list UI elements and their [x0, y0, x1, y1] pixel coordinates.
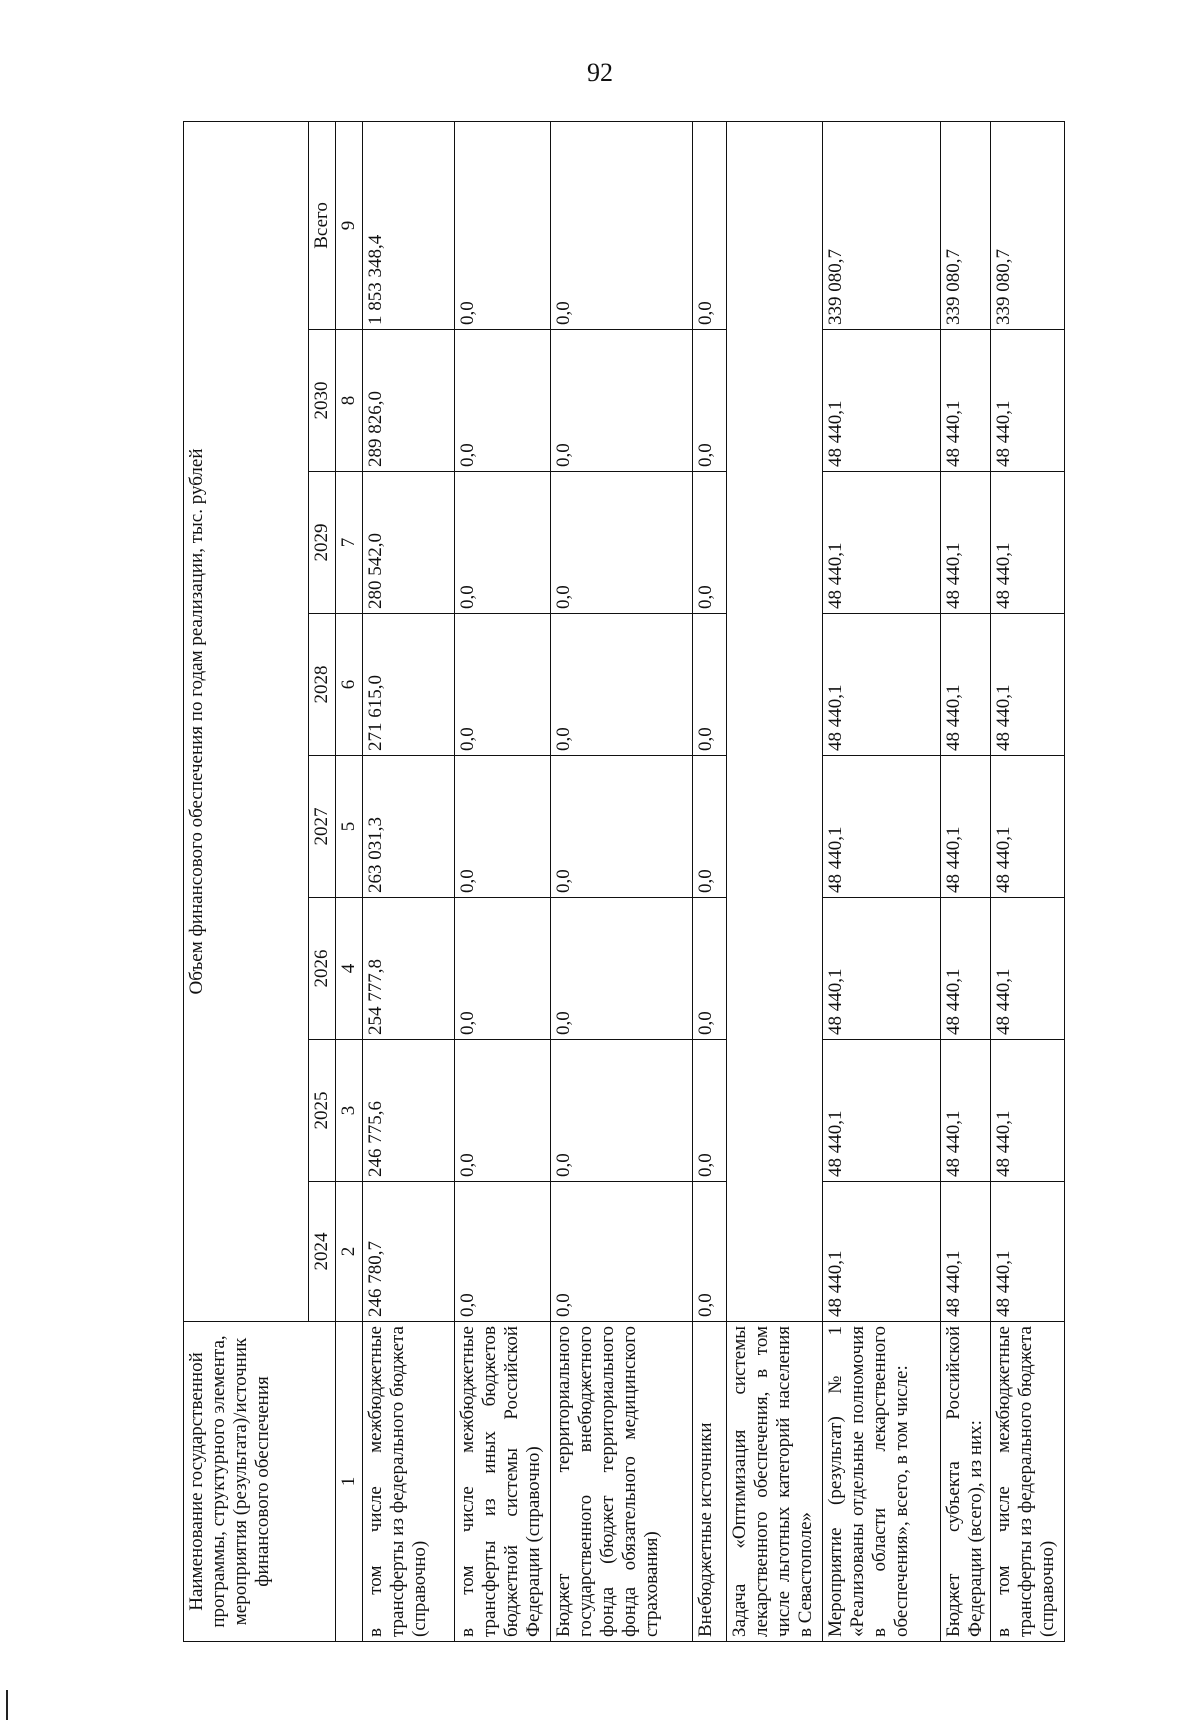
- row-value: 48 440,1: [941, 1182, 991, 1322]
- column-number: 5: [336, 756, 363, 898]
- table-row: [991, 121, 1065, 1641]
- row-value: 0,0: [551, 898, 693, 1040]
- table-row: [455, 121, 551, 1641]
- row-value: 0,0: [455, 1040, 551, 1182]
- header-year: 2029: [309, 472, 336, 614]
- row-value: 48 440,1: [941, 1040, 991, 1182]
- row-value: 48 440,1: [991, 1182, 1065, 1322]
- column-number: 2: [336, 1182, 363, 1322]
- table-row: [823, 121, 941, 1641]
- row-value-total: 1 853 348,4: [363, 121, 455, 329]
- column-number: 7: [336, 472, 363, 614]
- row-value: 48 440,1: [823, 1182, 941, 1322]
- row-value: 0,0: [455, 756, 551, 898]
- row-name: в том числе межбюджетные трансферты из иных бюджетов бюджетной системы Российской Федерации (справочно): [455, 1322, 551, 1642]
- column-number: 6: [336, 614, 363, 756]
- header-column-numbers-row: [336, 121, 363, 1641]
- row-value: 48 440,1: [823, 1040, 941, 1182]
- header-year: 2030: [309, 330, 336, 472]
- row-value: 0,0: [455, 330, 551, 472]
- row-value: 48 440,1: [941, 330, 991, 472]
- row-value: 254 777,8: [363, 898, 455, 1040]
- row-value: 48 440,1: [991, 330, 1065, 472]
- row-value: 48 440,1: [941, 756, 991, 898]
- row-value: 48 440,1: [941, 614, 991, 756]
- row-value: 48 440,1: [823, 330, 941, 472]
- row-value-total: 0,0: [455, 121, 551, 329]
- row-value: 0,0: [551, 330, 693, 472]
- column-number: 3: [336, 1040, 363, 1182]
- row-value: 48 440,1: [823, 472, 941, 614]
- row-name: Мероприятие (результат) № 1 «Реализованы отдельные полномочия в области лекарственного обеспечения», всего, в том числе:: [823, 1322, 941, 1642]
- page-number: 92: [587, 58, 613, 87]
- table-row: [551, 121, 693, 1641]
- row-value: 0,0: [455, 898, 551, 1040]
- header-year: 2025: [309, 1040, 336, 1182]
- row-value: 0,0: [693, 756, 727, 898]
- row-value: 0,0: [693, 1040, 727, 1182]
- row-value: 0,0: [693, 472, 727, 614]
- row-value: 0,0: [551, 614, 693, 756]
- row-name: в том числе межбюджетные трансферты из федерального бюджета (справочно): [363, 1322, 455, 1642]
- row-value: 48 440,1: [823, 898, 941, 1040]
- header-name-column: Наименование государственной программы, структурного элемента, мероприятия (результата)/источник финансового обеспечения: [184, 1322, 336, 1642]
- row-value: 280 542,0: [363, 472, 455, 614]
- row-value: 0,0: [693, 614, 727, 756]
- row-value: 0,0: [551, 472, 693, 614]
- row-value: 246 780,7: [363, 1182, 455, 1322]
- financing-table: [183, 121, 1065, 1642]
- row-value-total: 339 080,7: [823, 121, 941, 329]
- row-value: 48 440,1: [991, 898, 1065, 1040]
- row-value: 271 615,0: [363, 614, 455, 756]
- row-value: 0,0: [455, 472, 551, 614]
- row-value: 0,0: [693, 898, 727, 1040]
- column-number: 4: [336, 898, 363, 1040]
- row-name: Бюджет субъекта Российской Федерации (всего), из них:: [941, 1322, 991, 1642]
- row-name: в том числе межбюджетные трансферты из федерального бюджета (справочно): [991, 1322, 1065, 1642]
- table-row: [727, 121, 823, 1641]
- row-value: 48 440,1: [991, 614, 1065, 756]
- row-value: 246 775,6: [363, 1040, 455, 1182]
- column-number: 1: [336, 1322, 363, 1642]
- row-value: 0,0: [455, 1182, 551, 1322]
- scan-edge-mark: [6, 1690, 8, 1720]
- row-value: 263 031,3: [363, 756, 455, 898]
- row-value-total: 0,0: [693, 121, 727, 329]
- row-value-total: 339 080,7: [991, 121, 1065, 329]
- row-value: 0,0: [693, 330, 727, 472]
- header-year: 2028: [309, 614, 336, 756]
- row-value: 48 440,1: [823, 756, 941, 898]
- row-value: 0,0: [551, 756, 693, 898]
- header-year: 2026: [309, 898, 336, 1040]
- rotated-table-wrapper: [183, 122, 1103, 1642]
- header-year: 2024: [309, 1182, 336, 1322]
- row-value: 0,0: [455, 614, 551, 756]
- row-name: Задача «Оптимизация системы лекарственного обеспечения, в том числе льготных категорий населения в Севастополе»: [727, 1322, 823, 1642]
- row-value: 0,0: [693, 1182, 727, 1322]
- table-row: [941, 121, 991, 1641]
- row-name: Бюджет территориального государственного внебюджетного фонда (бюджет территориального фонда обязательного медицинского страхования): [551, 1322, 693, 1642]
- row-value: 48 440,1: [941, 472, 991, 614]
- row-value: 48 440,1: [991, 756, 1065, 898]
- header-year: 2027: [309, 756, 336, 898]
- header-volume-title: Объем финансового обеспечения по годам реализации, тыс. рублей: [184, 121, 309, 1321]
- row-value: 48 440,1: [991, 1040, 1065, 1182]
- table-row: [693, 121, 727, 1641]
- row-value: 0,0: [551, 1040, 693, 1182]
- row-empty-span: [727, 121, 823, 1321]
- row-value-total: 339 080,7: [941, 121, 991, 329]
- row-value: 48 440,1: [941, 898, 991, 1040]
- column-number: 9: [336, 121, 363, 329]
- row-name: Внебюджетные источники: [693, 1322, 727, 1642]
- table-row: [363, 121, 455, 1641]
- row-value: 289 826,0: [363, 330, 455, 472]
- row-value-total: 0,0: [551, 121, 693, 329]
- header-year-total: Всего: [309, 121, 336, 329]
- row-value: 48 440,1: [991, 472, 1065, 614]
- row-value: 0,0: [551, 1182, 693, 1322]
- column-number: 8: [336, 330, 363, 472]
- row-value: 48 440,1: [823, 614, 941, 756]
